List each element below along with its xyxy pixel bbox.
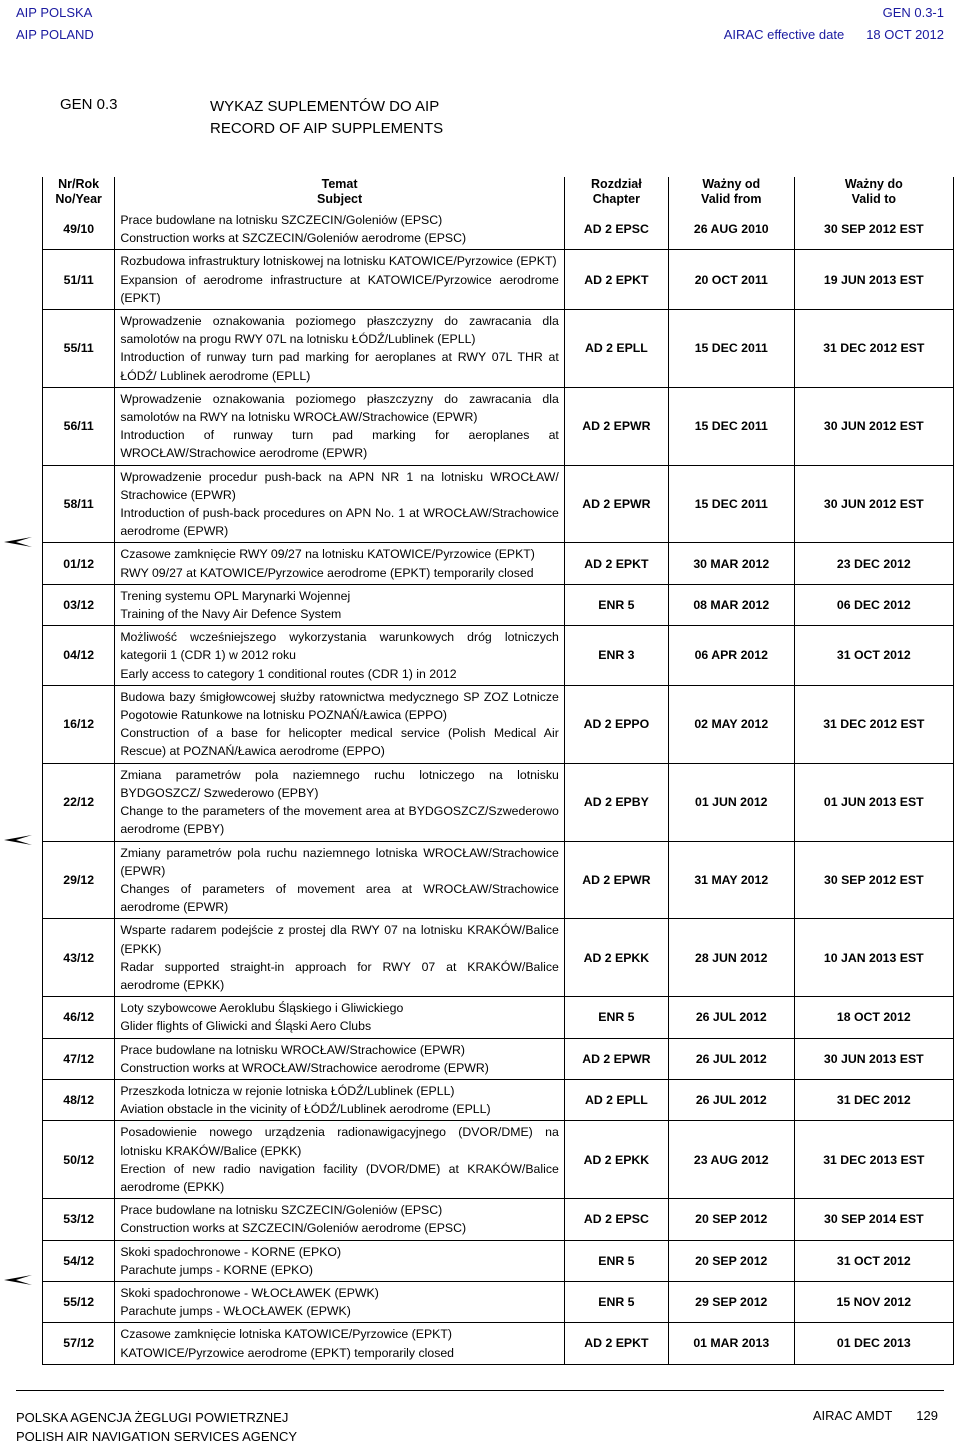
- supplement-chapter: ENR 5: [564, 997, 668, 1038]
- col-header-number: [43, 177, 115, 209]
- subject-en: Radar supported straight-in approach for RWY 07 at KRAKÓW/Balice aerodrome (EPKK): [120, 959, 559, 992]
- supplement-subject: [115, 1323, 565, 1364]
- footer-amdt-label: AIRAC AMDT: [812, 1408, 893, 1423]
- table-row: [43, 1038, 954, 1079]
- footer-right: [789, 1408, 938, 1423]
- supplement-valid-to: 01 JUN 2013 EST: [794, 763, 953, 841]
- subject-en: Change to the parameters of the movement area at BYDGOSZCZ/Szwederowo aerodrome (EPBY): [120, 804, 559, 837]
- supplement-valid-to: 10 JAN 2013 EST: [794, 919, 953, 997]
- supplement-valid-to: 30 JUN 2013 EST: [794, 1038, 953, 1079]
- supplement-valid-from: 29 SEP 2012: [668, 1281, 794, 1322]
- supplement-chapter: ENR 3: [564, 626, 668, 686]
- supplement-valid-to: 31 DEC 2012: [794, 1079, 953, 1120]
- col-header-en: Chapter: [592, 192, 640, 206]
- subject-pl: Zmiany parametrów pola ruchu naziemnego lotniska WROCŁAW/Strachowice (EPWR): [120, 845, 559, 878]
- supplement-subject: [115, 1281, 565, 1322]
- supplement-valid-from: 31 MAY 2012: [668, 841, 794, 919]
- supplement-chapter: AD 2 EPWR: [564, 465, 668, 543]
- subject-en: Introduction of runway turn pad marking for aeroplanes at RWY 07L THR at ŁÓDŹ/ Lublinek aerodrome (EPLL): [120, 350, 559, 383]
- effective-date: 18 OCT 2012: [866, 27, 944, 42]
- col-header-pl: Nr/Rok: [58, 177, 100, 191]
- subject-pl: Przeszkoda lotnicza w rejonie lotniska ŁÓDŹ/Lublinek (EPLL): [120, 1083, 455, 1098]
- supplement-chapter: AD 2 EPKK: [564, 919, 668, 997]
- supplement-chapter: AD 2 EPPO: [564, 685, 668, 763]
- supplement-valid-from: 20 OCT 2011: [668, 250, 794, 310]
- subject-pl: Wprowadzenie oznakowania poziomego płaszczyzny do zawracania dla samolotów na RWY na lotnisku WROCŁAW/Strachowice (EPWR): [120, 391, 559, 425]
- supplement-subject: [115, 250, 565, 310]
- supplement-subject: [115, 841, 565, 919]
- supplement-number: 58/11: [43, 465, 115, 543]
- subject-pl: Posadowienie nowego urządzenia radionawigacyjnego (DVOR/DME) na lotnisku KRAKÓW/Balice (EPKK): [120, 1125, 559, 1158]
- supplement-valid-to: 30 JUN 2012 EST: [794, 387, 953, 465]
- footer-agency-pl: POLSKA AGENCJA ŻEGLUGI POWIETRZNEJ: [16, 1410, 289, 1425]
- header-effective: [702, 24, 944, 46]
- supplement-number: 53/12: [43, 1199, 115, 1240]
- subject-en: RWY 09/27 at KATOWICE/Pyrzowice aerodrome (EPKT) temporarily closed: [120, 565, 534, 580]
- supplement-subject: [115, 543, 565, 584]
- col-header-valid-to: [794, 177, 953, 209]
- supplement-subject: [115, 919, 565, 997]
- subject-pl: Prace budowlane na lotnisku WROCŁAW/Strachowice (EPWR): [120, 1042, 465, 1057]
- change-arrow-icon: [2, 1273, 34, 1287]
- table-row: [43, 387, 954, 465]
- supplement-number: 46/12: [43, 997, 115, 1038]
- table-row: [43, 543, 954, 584]
- supplement-subject: [115, 997, 565, 1038]
- header-right: [702, 2, 944, 46]
- subject-pl: Trening systemu OPL Marynarki Wojennej: [120, 588, 351, 603]
- subject-en: Aviation obstacle in the vicinity of ŁÓDŹ/Lublinek aerodrome (EPLL): [120, 1102, 491, 1117]
- supplement-number: 55/11: [43, 310, 115, 388]
- supplement-number: 43/12: [43, 919, 115, 997]
- supplement-valid-to: 31 OCT 2012: [794, 626, 953, 686]
- supplement-chapter: AD 2 EPKK: [564, 1121, 668, 1199]
- table-row: [43, 209, 954, 250]
- supplement-number: 50/12: [43, 1121, 115, 1199]
- subject-en: Parachute jumps - WŁOCŁAWEK (EPWK): [120, 1304, 351, 1319]
- section-code: GEN 0.3: [60, 96, 118, 113]
- subject-pl: Loty szybowcowe Aeroklubu Śląskiego i Gliwickiego: [120, 1001, 404, 1016]
- supplement-valid-to: 30 JUN 2012 EST: [794, 465, 953, 543]
- supplement-valid-from: 15 DEC 2011: [668, 465, 794, 543]
- subject-pl: Czasowe zamknięcie lotniska KATOWICE/Pyrzowice (EPKT): [120, 1327, 452, 1342]
- subject-pl: Prace budowlane na lotnisku SZCZECIN/Goleniów (EPSC): [120, 1203, 443, 1218]
- col-header-pl: Rozdział: [591, 177, 642, 191]
- subject-pl: Możliwość wcześniejszego wykorzystania warunkowych dróg lotniczych kategorii 1 (CDR 1) w 2012 roku: [120, 630, 559, 663]
- footer-amdt-number: 129: [916, 1408, 938, 1423]
- supplement-number: 16/12: [43, 685, 115, 763]
- table-row: [43, 685, 954, 763]
- table-row: [43, 841, 954, 919]
- col-header-en: Valid from: [701, 192, 762, 206]
- change-arrow-icon: [2, 833, 34, 847]
- supplement-valid-from: 26 JUL 2012: [668, 1038, 794, 1079]
- col-header-pl: Ważny do: [844, 177, 903, 191]
- supplement-valid-from: 06 APR 2012: [668, 626, 794, 686]
- supplement-valid-from: 26 AUG 2010: [668, 209, 794, 250]
- supplement-subject: [115, 1240, 565, 1281]
- supplement-valid-to: 31 DEC 2012 EST: [794, 685, 953, 763]
- subject-en: Introduction of push-back procedures on APN No. 1 at WROCŁAW/Strachowice aerodrome (EPWR): [120, 506, 559, 539]
- supplement-valid-from: 23 AUG 2012: [668, 1121, 794, 1199]
- supplement-chapter: ENR 5: [564, 1240, 668, 1281]
- supplement-valid-to: 01 DEC 2013: [794, 1323, 953, 1364]
- col-header-chapter: [564, 177, 668, 209]
- subject-en: Introduction of runway turn pad marking for aeroplanes at WROCŁAW/Strachowice aerodrome (EPWR): [120, 428, 559, 461]
- subject-en: KATOWICE/Pyrzowice aerodrome (EPKT) temporarily closed: [120, 1345, 455, 1360]
- supplement-subject: [115, 685, 565, 763]
- table-row: [43, 763, 954, 841]
- supplement-chapter: ENR 5: [564, 584, 668, 625]
- table-row: [43, 1199, 954, 1240]
- supplement-valid-from: 08 MAR 2012: [668, 584, 794, 625]
- subject-en: Construction works at SZCZECIN/Goleniów aerodrome (EPSC): [120, 231, 467, 246]
- supplement-valid-from: 01 MAR 2013: [668, 1323, 794, 1364]
- table-body: [43, 209, 954, 1364]
- table-row: [43, 250, 954, 310]
- supplement-chapter: ENR 5: [564, 1281, 668, 1322]
- subject-pl: Czasowe zamknięcie RWY 09/27 na lotnisku KATOWICE/Pyrzowice (EPKT): [120, 547, 535, 562]
- col-header-en: Valid to: [851, 192, 897, 206]
- subject-en: Training of the Navy Air Defence System: [120, 607, 342, 622]
- supplement-number: 49/10: [43, 209, 115, 250]
- header-org-en: AIP POLAND: [16, 27, 94, 42]
- supplement-valid-to: 23 DEC 2012: [794, 543, 953, 584]
- supplement-valid-from: 30 MAR 2012: [668, 543, 794, 584]
- table-row: [43, 626, 954, 686]
- subject-pl: Skoki spadochronowe - KORNE (EPKO): [120, 1244, 342, 1259]
- subject-en: Parachute jumps - KORNE (EPKO): [120, 1262, 314, 1277]
- supplement-valid-to: 18 OCT 2012: [794, 997, 953, 1038]
- header-org-pl: AIP POLSKA: [16, 5, 93, 20]
- supplement-chapter: AD 2 EPLL: [564, 1079, 668, 1120]
- footer-divider: [16, 1390, 944, 1391]
- supplement-valid-from: 15 DEC 2011: [668, 310, 794, 388]
- supplement-valid-to: 31 OCT 2012: [794, 1240, 953, 1281]
- subject-pl: Wprowadzenie procedur push-back na APN NR 1 na lotnisku WROCŁAW/ Strachowice (EPWR): [120, 469, 559, 502]
- subject-pl: Rozbudowa infrastruktury lotniskowej na lotnisku KATOWICE/Pyrzowice (EPKT): [120, 254, 557, 269]
- supplement-subject: [115, 387, 565, 465]
- supplement-number: 54/12: [43, 1240, 115, 1281]
- col-header-pl: Temat: [321, 177, 358, 191]
- supplement-number: 01/12: [43, 543, 115, 584]
- supplement-chapter: AD 2 EPWR: [564, 841, 668, 919]
- supplement-chapter: AD 2 EPKT: [564, 543, 668, 584]
- supplement-chapter: AD 2 EPSC: [564, 1199, 668, 1240]
- supplement-number: 48/12: [43, 1079, 115, 1120]
- supplement-chapter: AD 2 EPKT: [564, 250, 668, 310]
- section-title-pl: WYKAZ SUPLEMENTÓW DO AIP: [210, 98, 440, 115]
- supplement-valid-from: 26 JUL 2012: [668, 1079, 794, 1120]
- subject-en: Expansion of aerodrome infrastructure at KATOWICE/Pyrzowice aerodrome (EPKT): [120, 272, 559, 305]
- subject-en: Erection of new radio navigation facility (DVOR/DME) at KRAKÓW/Balice aerodrome (EPKK): [120, 1161, 559, 1194]
- subject-en: Construction of a base for helicopter medical service (Polish Medical Air Rescue) at POZNAŃ/Ławica aerodrome (EPPO): [120, 726, 559, 759]
- subject-en: Construction works at WROCŁAW/Strachowice aerodrome (EPWR): [120, 1060, 489, 1075]
- supplement-number: 51/11: [43, 250, 115, 310]
- supplement-valid-from: 01 JUN 2012: [668, 763, 794, 841]
- supplement-valid-from: 15 DEC 2011: [668, 387, 794, 465]
- subject-en: Early access to category 1 conditional routes (CDR 1) in 2012: [120, 666, 457, 681]
- table-row: [43, 310, 954, 388]
- supplement-chapter: AD 2 EPBY: [564, 763, 668, 841]
- supplement-number: 22/12: [43, 763, 115, 841]
- section-title: [210, 96, 443, 140]
- supplement-number: 04/12: [43, 626, 115, 686]
- supplement-number: 47/12: [43, 1038, 115, 1079]
- col-header-pl: Ważny od: [702, 177, 761, 191]
- supplement-subject: [115, 763, 565, 841]
- col-header-valid-from: [668, 177, 794, 209]
- table-row: [43, 1079, 954, 1120]
- table-row: [43, 584, 954, 625]
- supplement-valid-from: 20 SEP 2012: [668, 1240, 794, 1281]
- supplement-valid-to: 15 NOV 2012: [794, 1281, 953, 1322]
- supplement-subject: [115, 1038, 565, 1079]
- supplement-chapter: AD 2 EPWR: [564, 387, 668, 465]
- col-header-en: No/Year: [55, 192, 102, 206]
- table-row: [43, 1281, 954, 1322]
- table-row: [43, 1323, 954, 1364]
- supplement-chapter: AD 2 EPKT: [564, 1323, 668, 1364]
- supplement-valid-to: 06 DEC 2012: [794, 584, 953, 625]
- effective-label: AIRAC effective date: [723, 27, 845, 42]
- subject-pl: Wsparte radarem podejście z prostej dla RWY 07 na lotnisku KRAKÓW/Balice (EPKK): [120, 923, 559, 956]
- table-row: [43, 919, 954, 997]
- supplement-subject: [115, 1199, 565, 1240]
- supplement-number: 55/12: [43, 1281, 115, 1322]
- table-header-row: [43, 177, 954, 209]
- footer-left: [16, 1408, 297, 1446]
- supplement-subject: [115, 584, 565, 625]
- supplement-subject: [115, 1121, 565, 1199]
- supplement-valid-to: 30 SEP 2012 EST: [794, 209, 953, 250]
- header-left: [16, 2, 94, 46]
- col-header-subject: [115, 177, 565, 209]
- supplement-valid-to: 19 JUN 2013 EST: [794, 250, 953, 310]
- col-header-en: Subject: [316, 192, 363, 206]
- supplement-valid-from: 26 JUL 2012: [668, 997, 794, 1038]
- table-row: [43, 1240, 954, 1281]
- subject-en: Glider flights of Gliwicki and Śląski Aero Clubs: [120, 1019, 372, 1034]
- supplement-valid-to: 30 SEP 2012 EST: [794, 841, 953, 919]
- supplement-number: 03/12: [43, 584, 115, 625]
- section-title-en: RECORD OF AIP SUPPLEMENTS: [210, 120, 444, 137]
- supplement-valid-to: 31 DEC 2012 EST: [794, 310, 953, 388]
- subject-en: Construction works at SZCZECIN/Goleniów aerodrome (EPSC): [120, 1221, 467, 1236]
- supplement-valid-from: 20 SEP 2012: [668, 1199, 794, 1240]
- supplement-valid-to: 30 SEP 2014 EST: [794, 1199, 953, 1240]
- subject-pl: Budowa bazy śmigłowcowej służby ratownictwa medycznego SP ZOZ Lotnicze Pogotowie Ratunkowe na lotnisku POZNAŃ/Ławica (EPPO): [120, 689, 559, 723]
- table-row: [43, 1121, 954, 1199]
- supplement-subject: [115, 465, 565, 543]
- subject-en: Changes of parameters of movement area at WROCŁAW/Strachowice aerodrome (EPWR): [120, 881, 559, 915]
- table-row: [43, 997, 954, 1038]
- supplement-chapter: AD 2 EPWR: [564, 1038, 668, 1079]
- subject-pl: Prace budowlane na lotnisku SZCZECIN/Goleniów (EPSC): [120, 213, 443, 227]
- supplement-number: 56/11: [43, 387, 115, 465]
- subject-pl: Zmiana parametrów pola naziemnego ruchu lotniczego na lotnisku BYDGOSZCZ/ Szwederowo (EPBY): [120, 767, 559, 800]
- supplement-subject: [115, 209, 565, 250]
- supplement-subject: [115, 1079, 565, 1120]
- supplement-number: 57/12: [43, 1323, 115, 1364]
- change-arrow-icon: [2, 535, 34, 549]
- supplement-chapter: AD 2 EPLL: [564, 310, 668, 388]
- footer-agency-en: POLISH AIR NAVIGATION SERVICES AGENCY: [16, 1429, 298, 1444]
- supplement-valid-from: 28 JUN 2012: [668, 919, 794, 997]
- supplement-chapter: AD 2 EPSC: [564, 209, 668, 250]
- supplement-subject: [115, 626, 565, 686]
- supplement-valid-to: 31 DEC 2013 EST: [794, 1121, 953, 1199]
- supplements-table: [42, 177, 954, 1365]
- table-row: [43, 465, 954, 543]
- supplement-number: 29/12: [43, 841, 115, 919]
- subject-pl: Wprowadzenie oznakowania poziomego płaszczyzny do zawracania dla samolotów na progu RWY 07L na lotnisku ŁÓDŹ/Lublinek (EPLL): [120, 314, 559, 347]
- header-page-ref: GEN 0.3-1: [882, 5, 944, 20]
- subject-pl: Skoki spadochronowe - WŁOCŁAWEK (EPWK): [120, 1285, 379, 1300]
- supplement-subject: [115, 310, 565, 388]
- supplement-valid-from: 02 MAY 2012: [668, 685, 794, 763]
